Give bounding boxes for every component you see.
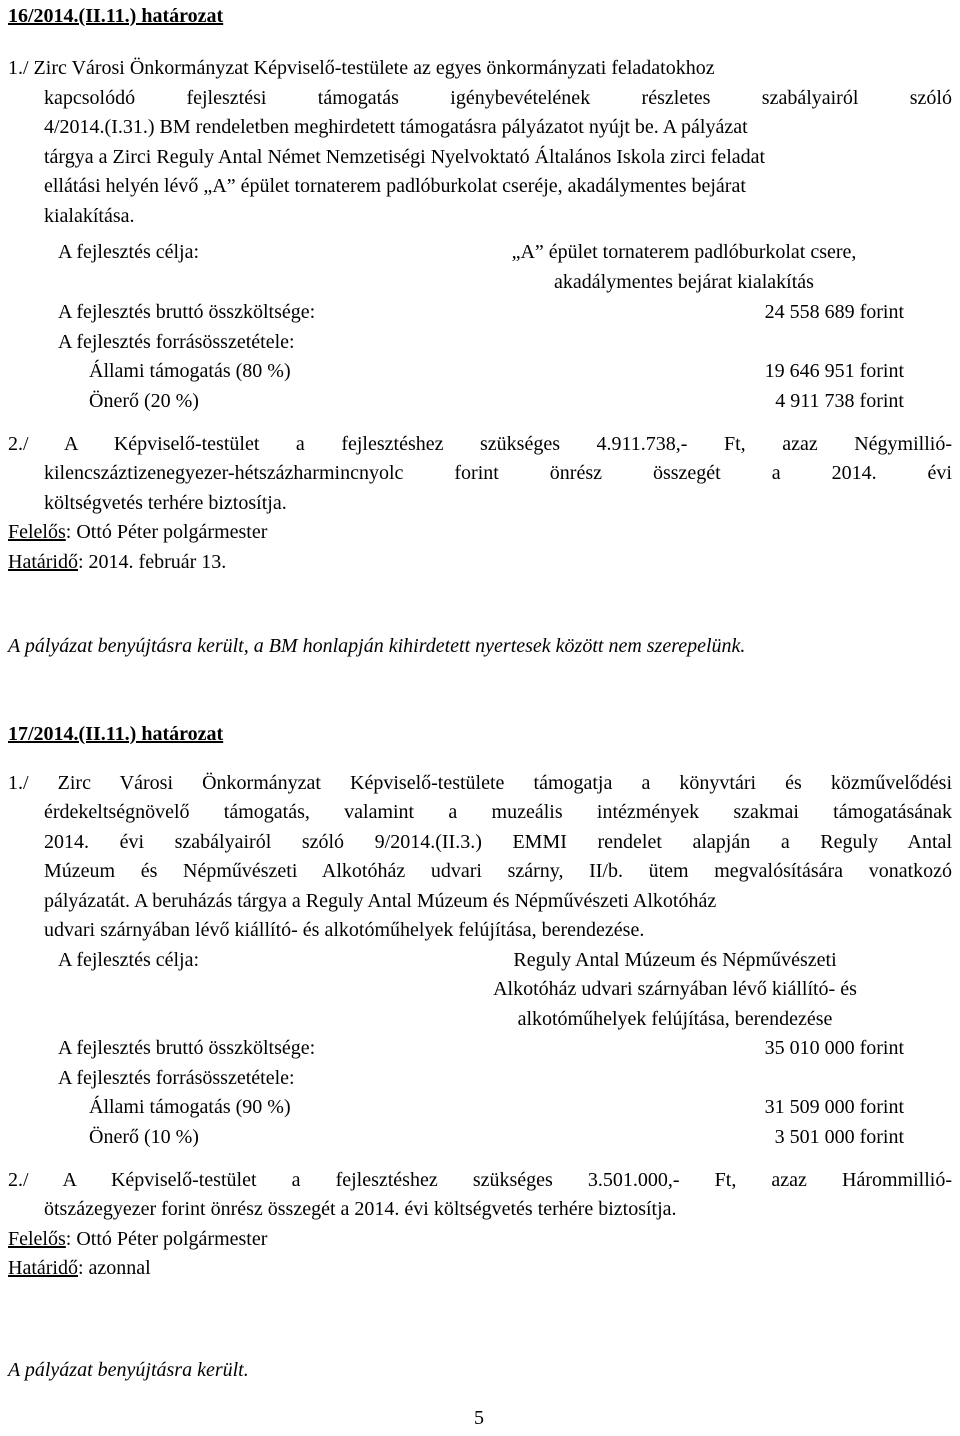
- resolution-16-p1-line: tárgya a Zirci Reguly Antal Német Nemzetiségi Nyelvoktató Általános Iskola zirci feladat: [44, 146, 766, 168]
- resolution-16-p1-line: ellátási helyén lévő „A” épület tornaterem padlóburkolat cseréje, akadálymentes bejárat: [44, 175, 746, 197]
- resolution-17-p1-line: Múzeum és Népművészeti Alkotóház udvari szárny, II/b. ütem megvalósítására vonatkozó: [44, 860, 952, 882]
- resolution-17-p2-line: ötszázegyezer forint önrész összegét a 2014. évi költségvetés terhére biztosítja.: [44, 1198, 677, 1220]
- own-contribution-value: 4 911 738 forint: [775, 390, 904, 412]
- own-contribution-label: Önerő (20 %): [89, 390, 199, 412]
- cost-value: 24 558 689 forint: [764, 301, 904, 323]
- resolution-17-p1-line: udvari szárnyában lévő kiállító- és alkotóműhelyek felújítása, berendezése.: [44, 919, 645, 941]
- resolution-17-p1-line: 1./ Zirc Városi Önkormányzat Képviselő-testülete támogatja a könyvtári és közművelődési: [8, 772, 952, 794]
- resolution-17-title: 17/2014.(II.11.) határozat: [8, 723, 224, 745]
- state-support-label: Állami támogatás (80 %): [89, 360, 291, 382]
- responsible-value: : Ottó Péter polgármester: [65, 521, 268, 543]
- goal-value-line: alkotóműhelyek felújítása, berendezése: [517, 1008, 833, 1030]
- resolution-16-p1-line: kialakítása.: [44, 205, 135, 227]
- responsible-line: [8, 1227, 267, 1251]
- responsible-label: Felelős: [8, 521, 66, 543]
- responsible-value: : Ottó Péter polgármester: [65, 1228, 268, 1250]
- responsible-line: [8, 520, 267, 544]
- resolution-16-p1-line: 1./ Zirc Városi Önkormányzat Képviselő-testülete az egyes önkormányzati feladatokhoz: [8, 57, 715, 79]
- state-support-value: 31 509 000 forint: [764, 1096, 904, 1118]
- goal-label: A fejlesztés célja:: [58, 241, 200, 263]
- resolution-16-p1-line: kapcsolódó fejlesztési támogatás igénybevételének részletes szabályairól szóló: [44, 87, 952, 109]
- resolution-16-title: 16/2014.(II.11.) határozat: [8, 5, 224, 27]
- deadline-value: : 2014. február 13.: [77, 551, 227, 573]
- resolution-16-p2-line: költségvetés terhére biztosítja.: [44, 492, 287, 514]
- state-support-value: 19 646 951 forint: [764, 360, 904, 382]
- own-contribution-label: Önerő (10 %): [89, 1126, 199, 1148]
- resolution-17-p1-line: pályázatát. A beruházás tárgya a Reguly Antal Múzeum és Népművészeti Alkotóház: [44, 890, 717, 912]
- goal-value-line: Alkotóház udvari szárnyában lévő kiállító- és: [493, 978, 857, 1000]
- page-number: 5: [474, 1407, 484, 1429]
- responsible-label: Felelős: [8, 1228, 66, 1250]
- deadline-label: Határidő: [8, 551, 78, 573]
- goal-value-line: akadálymentes bejárat kialakítás: [554, 271, 814, 293]
- resolution-17-p1-line: 2014. évi szabályairól szóló 9/2014.(II.3.) EMMI rendelet alapján a Reguly Antal: [44, 831, 952, 853]
- deadline-line: [8, 1256, 151, 1280]
- cost-label: A fejlesztés bruttó összköltsége:: [58, 301, 316, 323]
- goal-value-line: Reguly Antal Múzeum és Népművészeti: [513, 949, 837, 971]
- cost-value: 35 010 000 forint: [764, 1037, 904, 1059]
- deadline-label: Határidő: [8, 1257, 78, 1279]
- sources-label: A fejlesztés forrásösszetétele:: [58, 331, 295, 353]
- resolution-17-p2-line: 2./ A Képviselő-testület a fejlesztéshez szükséges 3.501.000,- Ft, azaz Hárommillió-: [8, 1169, 952, 1191]
- resolution-17-outcome-note: A pályázat benyújtásra került.: [8, 1359, 249, 1381]
- goal-value-line: „A” épület tornaterem padlóburkolat csere,: [511, 241, 857, 263]
- own-contribution-value: 3 501 000 forint: [774, 1126, 904, 1148]
- deadline-line: [8, 550, 226, 574]
- cost-label: A fejlesztés bruttó összköltsége:: [58, 1037, 316, 1059]
- state-support-label: Állami támogatás (90 %): [89, 1096, 291, 1118]
- resolution-17-p1-line: érdekeltségnövelő támogatás, valamint a muzeális intézmények szakmai támogatásának: [44, 801, 952, 823]
- sources-label: A fejlesztés forrásösszetétele:: [58, 1067, 295, 1089]
- goal-label: A fejlesztés célja:: [58, 949, 200, 971]
- resolution-16-p1-line: 4/2014.(I.31.) BM rendeletben meghirdetett támogatásra pályázatot nyújt be. A pályázat: [44, 116, 748, 138]
- deadline-value: : azonnal: [77, 1257, 151, 1279]
- resolution-16-outcome-note: A pályázat benyújtásra került, a BM honlapján kihirdetett nyertesek között nem szerepelünk.: [8, 635, 746, 657]
- resolution-16-p2-line: kilencszáztizenegyezer-hétszázharmincnyolc forint önrész összegét a 2014. évi: [44, 462, 952, 484]
- resolution-16-p2-line: 2./ A Képviselő-testület a fejlesztéshez szükséges 4.911.738,- Ft, azaz Négymillió-: [8, 433, 952, 455]
